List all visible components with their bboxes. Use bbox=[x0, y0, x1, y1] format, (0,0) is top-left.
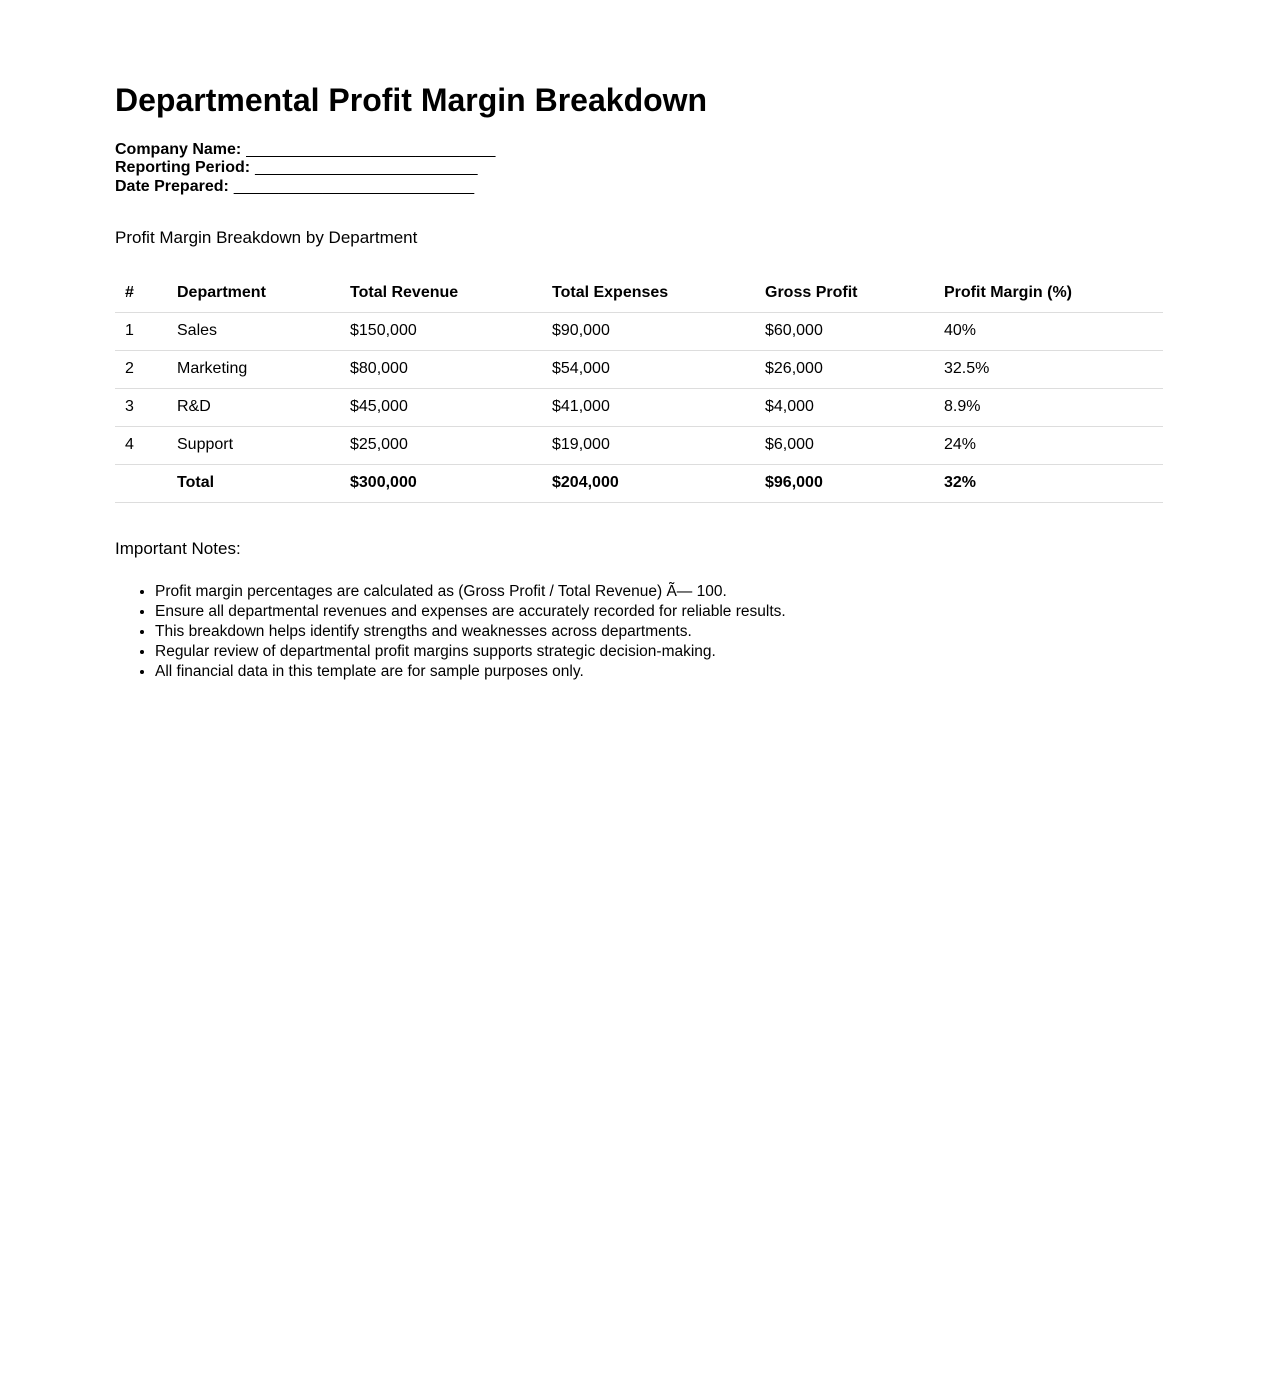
field-company-name-label: Company Name: bbox=[115, 140, 242, 158]
column-header-num: # bbox=[115, 274, 167, 312]
cell-revenue: $300,000 bbox=[340, 464, 542, 502]
cell-expenses: $19,000 bbox=[542, 426, 755, 464]
cell-margin: 40% bbox=[934, 312, 1163, 350]
notes-list bbox=[115, 582, 1163, 682]
cell-profit: $60,000 bbox=[755, 312, 934, 350]
cell-revenue: $80,000 bbox=[340, 350, 542, 388]
cell-department: Support bbox=[167, 426, 340, 464]
note-item: • All financial data in this template are for sample purposes only. bbox=[155, 662, 1163, 682]
field-company-name bbox=[115, 141, 1163, 159]
field-date-prepared bbox=[115, 178, 1163, 196]
column-header-profit-margin: Profit Margin (%) bbox=[934, 274, 1163, 312]
header-fields bbox=[115, 141, 1163, 196]
cell-profit: $4,000 bbox=[755, 388, 934, 426]
cell-margin: 32% bbox=[934, 464, 1163, 502]
note-item: • Regular review of departmental profit margins supports strategic decision-making. bbox=[155, 642, 1163, 662]
column-header-gross-profit: Gross Profit bbox=[755, 274, 934, 312]
field-date-prepared-label: Date Prepared: bbox=[115, 177, 229, 195]
cell-department: Total bbox=[167, 464, 340, 502]
table-row-marketing bbox=[115, 350, 1163, 388]
table-total-row bbox=[115, 464, 1163, 502]
cell-revenue: $150,000 bbox=[340, 312, 542, 350]
cell-expenses: $90,000 bbox=[542, 312, 755, 350]
cell-num: 4 bbox=[115, 426, 167, 464]
cell-revenue: $45,000 bbox=[340, 388, 542, 426]
note-item: • This breakdown helps identify strengths and weaknesses across departments. bbox=[155, 622, 1163, 642]
table-caption: Profit Margin Breakdown by Department bbox=[115, 228, 418, 248]
table-row-support bbox=[115, 426, 1163, 464]
cell-num: 2 bbox=[115, 350, 167, 388]
profit-margin-table bbox=[115, 274, 1163, 503]
table-row-rd bbox=[115, 388, 1163, 426]
column-header-department: Department bbox=[167, 274, 340, 312]
cell-num bbox=[115, 464, 167, 502]
cell-margin: 8.9% bbox=[934, 388, 1163, 426]
cell-department: Sales bbox=[167, 312, 340, 350]
cell-num: 3 bbox=[115, 388, 167, 426]
note-item: • Profit margin percentages are calculated as (Gross Profit / Total Revenue) Ã— 100. bbox=[155, 582, 1163, 602]
column-header-total-expenses: Total Expenses bbox=[542, 274, 755, 312]
field-company-name-blank-line: ____________________________ bbox=[246, 140, 496, 158]
table-row-sales bbox=[115, 312, 1163, 350]
note-item: • Ensure all departmental revenues and expenses are accurately recorded for reliable results. bbox=[155, 602, 1163, 622]
cell-revenue: $25,000 bbox=[340, 426, 542, 464]
cell-expenses: $54,000 bbox=[542, 350, 755, 388]
cell-profit: $6,000 bbox=[755, 426, 934, 464]
field-reporting-period-blank-line: _________________________ bbox=[255, 159, 478, 177]
cell-profit: $96,000 bbox=[755, 464, 934, 502]
cell-num: 1 bbox=[115, 312, 167, 350]
document-page bbox=[0, 82, 1278, 1382]
cell-margin: 24% bbox=[934, 426, 1163, 464]
cell-expenses: $41,000 bbox=[542, 388, 755, 426]
cell-profit: $26,000 bbox=[755, 350, 934, 388]
table-header-row bbox=[115, 274, 1163, 312]
notes-heading: Important Notes: bbox=[115, 538, 241, 558]
page-title: Departmental Profit Margin Breakdown bbox=[115, 82, 708, 118]
field-reporting-period bbox=[115, 159, 1163, 177]
cell-department: Marketing bbox=[167, 350, 340, 388]
cell-expenses: $204,000 bbox=[542, 464, 755, 502]
field-date-prepared-blank-line: ___________________________ bbox=[233, 177, 475, 195]
column-header-total-revenue: Total Revenue bbox=[340, 274, 542, 312]
cell-department: R&D bbox=[167, 388, 340, 426]
field-reporting-period-label: Reporting Period: bbox=[115, 159, 251, 177]
cell-margin: 32.5% bbox=[934, 350, 1163, 388]
